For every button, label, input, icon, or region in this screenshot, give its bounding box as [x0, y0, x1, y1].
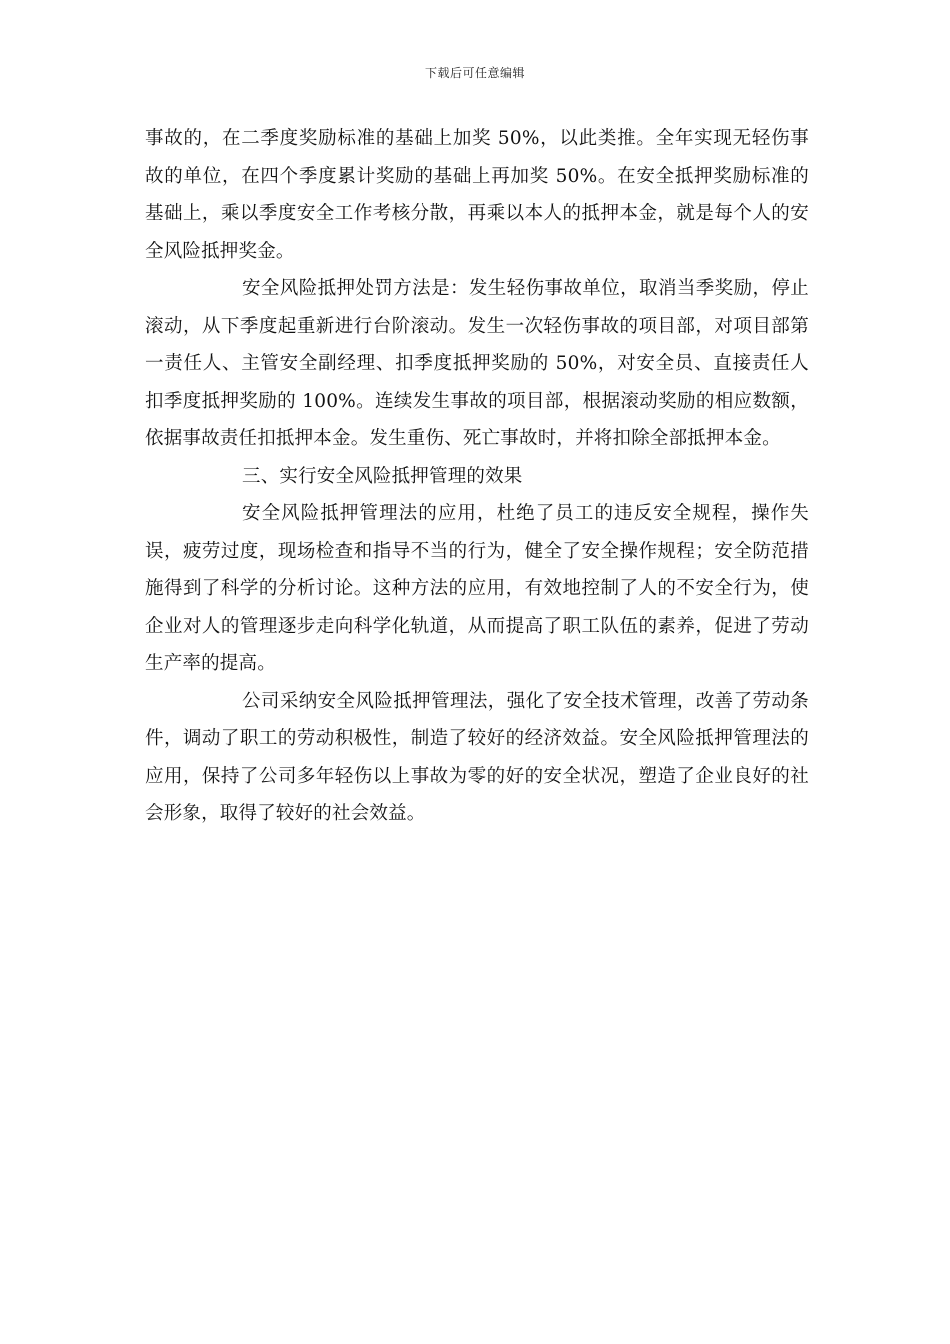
paragraph-company-benefits: 公司采纳安全风险抵押管理法，强化了安全技术管理，改善了劳动条件，调动了职工的劳动积极性，制造了较好的经济效益。安全风险抵押管理法的应用，保持了公司多年轻伤以上事故为零的好的安全状况，塑造了企业良好的社会形象，取得了较好的社会效益。 [145, 690, 809, 824]
document-body [145, 120, 809, 833]
page-header: 下载后可任意编辑 [424, 66, 525, 80]
paragraph-application-effects: 安全风险抵押管理法的应用，杜绝了员工的违反安全规程，操作失误，疲劳过度，现场检查和指导不当的行为，健全了安全操作规程；安全防范措施得到了科学的分析讨论。这种方法的应用，有效地控制了人的不安全行为，使企业对人的管理逐步走向科学化轨道，从而提高了职工队伍的素养，促进了劳动生产率的提高。 [145, 503, 809, 674]
paragraph-reward-continuation: 事故的，在二季度奖励标准的基础上加奖 50%，以此类推。全年实现无轻伤事故的单位，在四个季度累计奖励的基础上再加奖 50%。在安全抵押奖励标准的基础上，乘以季度安全工作考核分散，再乘以本人的抵押本金，就是每个人的安全风险抵押奖金。 [145, 128, 809, 262]
section-heading-effects: 三、实行安全风险抵押管理的效果 [242, 465, 523, 487]
paragraph-penalty-method: 安全风险抵押处罚方法是：发生轻伤事故单位，取消当季奖励，停止滚动，从下季度起重新进行台阶滚动。发生一次轻伤事故的项目部，对项目部第一责任人、主管安全副经理、扣季度抵押奖励的 50%，对安全员、直接责任人扣季度抵押奖励的 100%。连续发生事故的项目部，根据滚动奖励的相应数额，依据事故责任扣抵押本金。发生重伤、死亡事故时，并将扣除全部抵押本金。 [145, 278, 809, 449]
